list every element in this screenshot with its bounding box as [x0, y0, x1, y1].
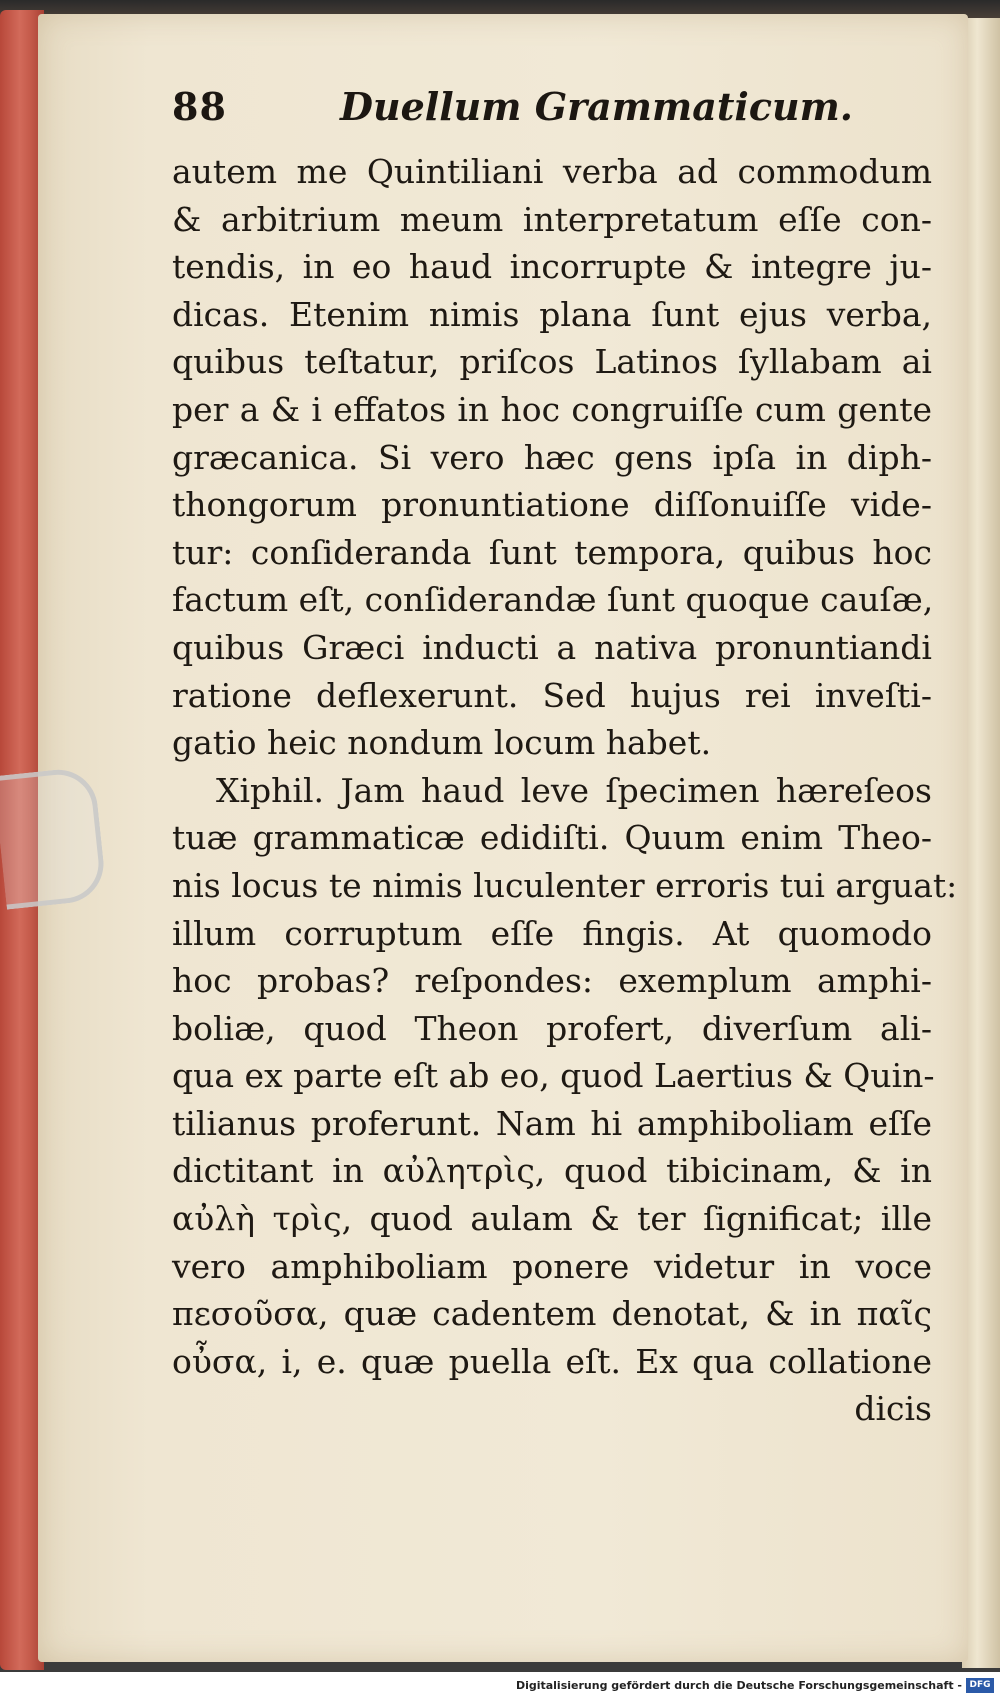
text-line: vero amphiboliam ponere videtur in voce: [172, 1246, 932, 1286]
text-line: ratione deflexerunt. Sed hujus rei inveſti-: [172, 675, 932, 715]
text-line: tuæ grammaticæ edidiſti. Quum enim Theo-: [172, 818, 932, 858]
page-header: [172, 84, 932, 144]
body-text: [172, 148, 958, 1433]
text-line: αὐλὴ τρὶς, quod aulam & ter ſignificat; ille: [172, 1199, 932, 1239]
digitization-footer: [0, 1672, 1000, 1700]
text-line: per a & i effatos in hoc congruiſſe cum gente: [172, 389, 932, 429]
text-line: græcanica. Si vero hæc gens ipſa in diph-: [172, 437, 932, 477]
running-title: Duellum Grammaticum.: [340, 84, 854, 129]
text-line: boliæ, quod Theon profert, diverſum ali-: [172, 1008, 932, 1048]
text-line: illum corruptum eſſe fingis. At quomodo: [172, 913, 932, 953]
text-line: quibus teſtatur, priſcos Latinos ſyllabam ai: [172, 342, 932, 382]
text-line: nis locus te nimis luculenter erroris tui arguat:: [172, 865, 958, 905]
text-line: Xiphil. Jam haud leve ſpecimen hæreſeos: [216, 770, 932, 810]
text-line: qua ex parte eſt ab eo, quod Laertius & Quin-: [172, 1056, 935, 1096]
text-line: & arbitrium meum interpretatum eſſe con-: [172, 199, 932, 239]
text-line: factum eſt, conſiderandæ ſunt quoque cauſæ,: [172, 580, 934, 620]
catchword: dicis: [854, 1389, 932, 1429]
text-line: tur: conſideranda ſunt tempora, quibus hoc: [172, 532, 932, 572]
dfg-logo-icon: DFG: [966, 1678, 994, 1693]
text-line: quibus Græci inducti a nativa pronuntiandi: [172, 627, 932, 667]
text-line: πεσοῦσα, quæ cadentem denotat, & in παῖς: [172, 1294, 932, 1334]
text-line: autem me Quintiliani verba ad commodum: [172, 152, 932, 191]
text-line: tilianus proferunt. Nam hi amphiboliam eſſe: [172, 1103, 932, 1143]
text-line: dictitant in αὐλητρὶς, quod tibicinam, & in: [172, 1151, 932, 1191]
footer-credit: Digitalisierung gefördert durch die Deutsche Forschungsgemeinschaft -: [515, 1679, 962, 1692]
text-line: dicas. Etenim nimis plana ſunt ejus verba,: [172, 294, 932, 334]
text-line: οὖσα, i, e. quæ puella eſt. Ex qua collatione: [172, 1341, 932, 1381]
text-line: gatio heic nondum locum habet.: [172, 723, 712, 763]
text-line: thongorum pronuntiatione diſſonuiſſe vide-: [172, 485, 932, 525]
page-number: 88: [172, 84, 227, 129]
paper-clip-icon: [0, 766, 107, 910]
text-line: hoc probas? reſpondes: exemplum amphi-: [172, 961, 932, 1001]
text-line: tendis, in eo haud incorrupte & integre ju-: [172, 247, 932, 287]
